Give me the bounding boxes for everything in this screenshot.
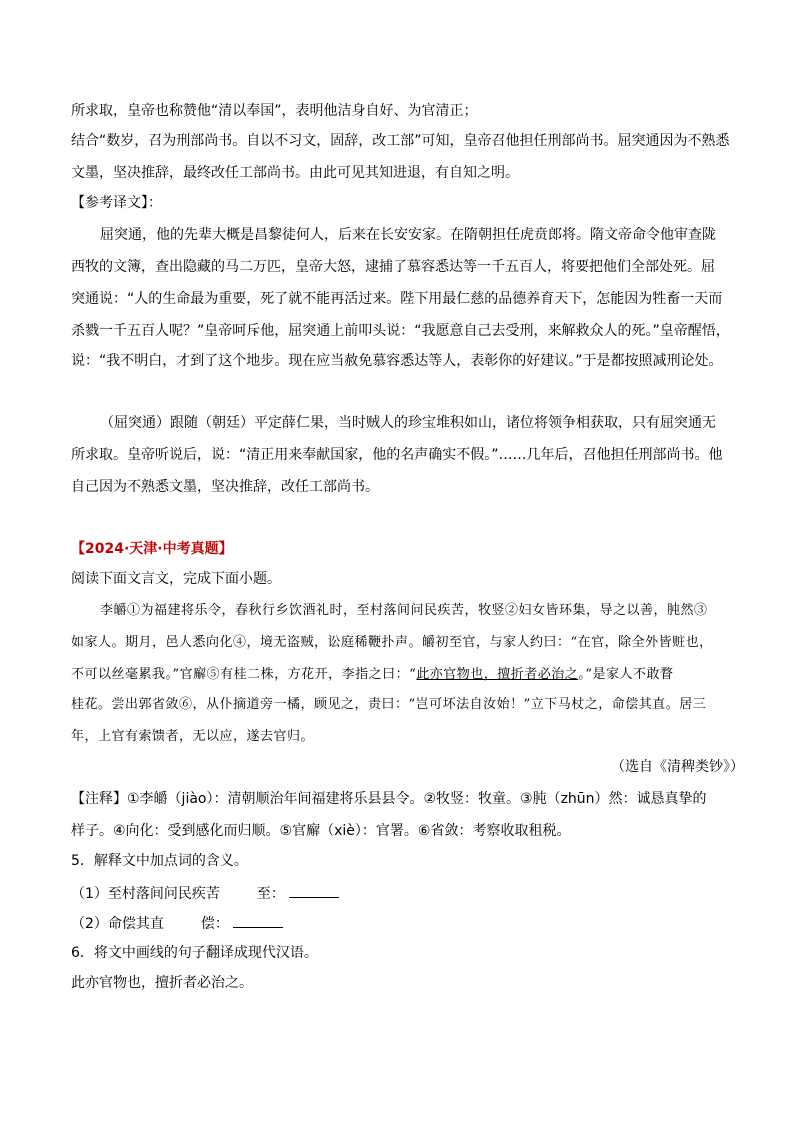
analysis-line-3: 文墨，坚决推辞，最终改任工部尚书。由此可见其知进退，有自知之明。 [71,165,519,181]
source-citation: （选自《清稗类钞》） [611,759,744,775]
notes-line-2: 样子。④向化：受到感化而归顺。⑤官廨（xiè）：官署。⑥省敛：考察收取租税。 [71,823,571,839]
reading-instruction: 阅读下面文言文，完成下面小题。 [71,571,281,587]
underlined-sentence: 此亦官物也，擅折者必治之 [416,667,579,682]
translation-line-3: 突通说：“人的生命最为重要，死了就不能再活过来。陛下用最仁慈的品德养育天下，怎能因为牲畜一天而 [71,291,723,307]
question-5-2-text: （2）命偿其直 [71,916,164,932]
question-5-2 [71,913,724,934]
question-5-1-label: 至： [256,886,285,902]
classical-text-line-1: 李皭①为福建将乐令，春秋行乡饮酒礼时，至村落间问民疾苦，牧竖②妇女皆环集，导之以善，肫然③ [100,603,708,618]
classical-text-line-4: 桂花。尝出郭省敛⑥，从仆摘道旁一橘，顾见之，责曰：“岂可坏法自汝始！”立下马杖之，命偿其直。居三 [71,697,707,712]
question-5-2-label: 偿： [200,916,229,932]
question-5: 5．解释文中加点词的含义。 [71,853,248,869]
translation-line-8: 自己因为不熟悉文墨，坚决推辞，改任工部尚书。 [71,479,379,495]
classical-text-line-2: 如家人。期月，邑人悉向化④，境无盗贼，讼庭稀鞭扑声。皭初至官，与家人约曰：“在官，除全外皆赃也， [71,635,713,650]
translation-line-7: 所求取。皇帝听说后，说：“清正用来奉献国家，他的名声确实不假。”……几年后，召他担任刑部尚书。他 [71,447,723,463]
classical-text-line-3-start: 不可以丝毫累我。”官廨⑤有桂二株，方花开，李指之曰：“ [71,667,417,682]
answer-blank-5-2[interactable] [233,913,283,928]
question-5-1 [71,883,724,904]
translation-line-2: 西牧的文簿，查出隐藏的马二万匹，皇帝大怒，逮捕了慕容悉达等一千五百人，将要把他们全部处死。屈 [71,259,715,275]
question-5-1-text: （1）至村落间问民疾苦 [71,886,220,902]
analysis-line-2: 结合“数岁，召为刑部尚书。自以不习文，固辞，改工部”可知，皇帝召他担任刑部尚书。屈突通因为不熟悉 [71,133,730,149]
notes-line-1: 【注释】①李皭（jiào）：清朝顺治年间福建将乐县县令。②牧竖：牧童。③肫（zhūn）然：诚恳真挚的 [71,791,707,807]
translation-line-5: 说：“我不明白，才到了这个地步。现在应当赦免慕容悉达等人，表彰你的好建议。”于是都按照减刑论处。 [71,353,723,369]
translation-line-4: 杀戮一千五百人呢？”皇帝呵斥他，屈突通上前叩头说：“我愿意自己去受刑，来解救众人的死。”皇帝醒悟， [71,323,730,339]
analysis-line-1: 所求取，皇帝也称赞他“清以奉国”，表明他洁身自好、为官清正； [71,103,478,119]
answer-blank-5-1[interactable] [289,883,339,898]
classical-text-line-3-end: 。”是家人不敢瞀 [578,667,674,682]
classical-text-line-5: 年，上官有索馈者，无以应，遂去官归。 [71,729,315,744]
exam-section-title: 【2024·天津·中考真题】 [71,541,233,557]
question-6-sentence: 此亦官物也，擅折者必治之。 [71,975,253,991]
question-6: 6．将文中画线的句子翻译成现代汉语。 [71,945,318,961]
translation-line-6: （屈突通）跟随（朝廷）平定薛仁果，当时贼人的珍宝堆积如山，诸位将领争相获取，只有屈突通无 [100,415,716,431]
classical-text-line-3 [71,665,724,685]
reference-translation-header: 【参考译文】： [71,195,162,211]
translation-line-1: 屈突通，他的先辈大概是昌黎徒何人，后来在长安安家。在隋朝担任虎贲郎将。隋文帝命令他审查陇 [100,227,716,243]
